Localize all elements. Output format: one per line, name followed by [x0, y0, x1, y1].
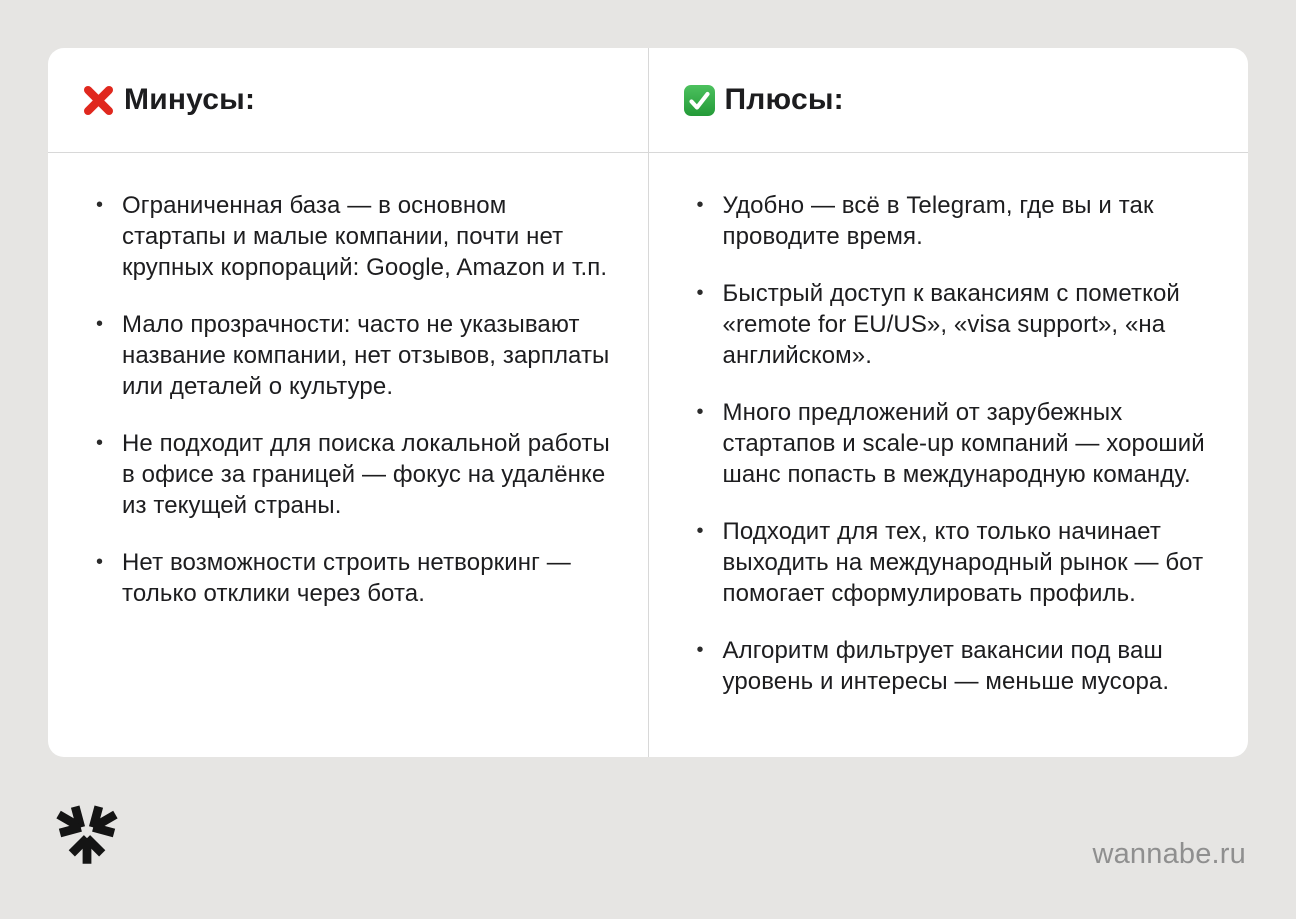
list-item: [697, 516, 1213, 609]
pros-list: [649, 153, 1249, 723]
list-item-text: Быстрый доступ к вакансиям с пометкой «remote for EU/US», «visa support», «на английском».: [722, 280, 1180, 369]
pros-title: Плюсы:: [724, 83, 844, 116]
list-item: [697, 278, 1213, 371]
list-item: [96, 547, 612, 609]
pros-header: [649, 48, 1249, 153]
cons-list: [48, 153, 648, 635]
cons-header: [48, 48, 648, 153]
list-item-text: Не подходит для поиска локальной работы в офисе за границей — фокус на удалёнке из текущей страны.: [122, 430, 610, 519]
list-item: [96, 428, 612, 521]
cons-column: [48, 48, 649, 757]
bullet-dot: •: [696, 520, 704, 542]
list-item-text: Ограниченная база — в основном стартапы и малые компании, почти нет крупных корпораций: Google, Amazon и т.п.: [122, 192, 608, 281]
bullet-dot: •: [696, 639, 704, 661]
list-item-text: Много предложений от зарубежных стартапов и scale-up компаний — хороший шанс попасть в международную команду.: [722, 399, 1205, 488]
cons-title: Минусы:: [124, 83, 256, 116]
bullet-dot: •: [696, 401, 704, 423]
list-item: [697, 190, 1213, 252]
bullet-dot: •: [96, 432, 104, 454]
bullet-dot: •: [96, 194, 104, 216]
list-item-text: Нет возможности строить нетворкинг — только отклики через бота.: [122, 549, 571, 607]
list-item: [96, 190, 612, 283]
bullet-dot: •: [696, 282, 704, 304]
watermark-text: wannabe.ru: [1092, 838, 1246, 870]
bullet-dot: •: [96, 313, 104, 335]
list-item-text: Подходит для тех, кто только начинает выходить на международный рынок — бот помогает сформулировать профиль.: [722, 518, 1204, 607]
list-item-text: Алгоритм фильтрует вакансии под ваш уровень и интересы — меньше мусора.: [722, 637, 1170, 695]
wannabe-logo-icon: [47, 791, 127, 871]
pros-cons-card: [48, 48, 1248, 757]
pros-column: [649, 48, 1249, 757]
list-item: [697, 397, 1213, 490]
bullet-dot: •: [696, 194, 704, 216]
cross-mark-icon: [82, 84, 115, 117]
check-mark-icon: [683, 84, 716, 117]
list-item: [96, 309, 612, 402]
list-item: [697, 635, 1213, 697]
list-item-text: Мало прозрачности: часто не указывают название компании, нет отзывов, зарплаты или деталей о культуре.: [122, 311, 610, 400]
list-item-text: Удобно — всё в Telegram, где вы и так проводите время.: [722, 192, 1154, 250]
bullet-dot: •: [96, 551, 104, 573]
